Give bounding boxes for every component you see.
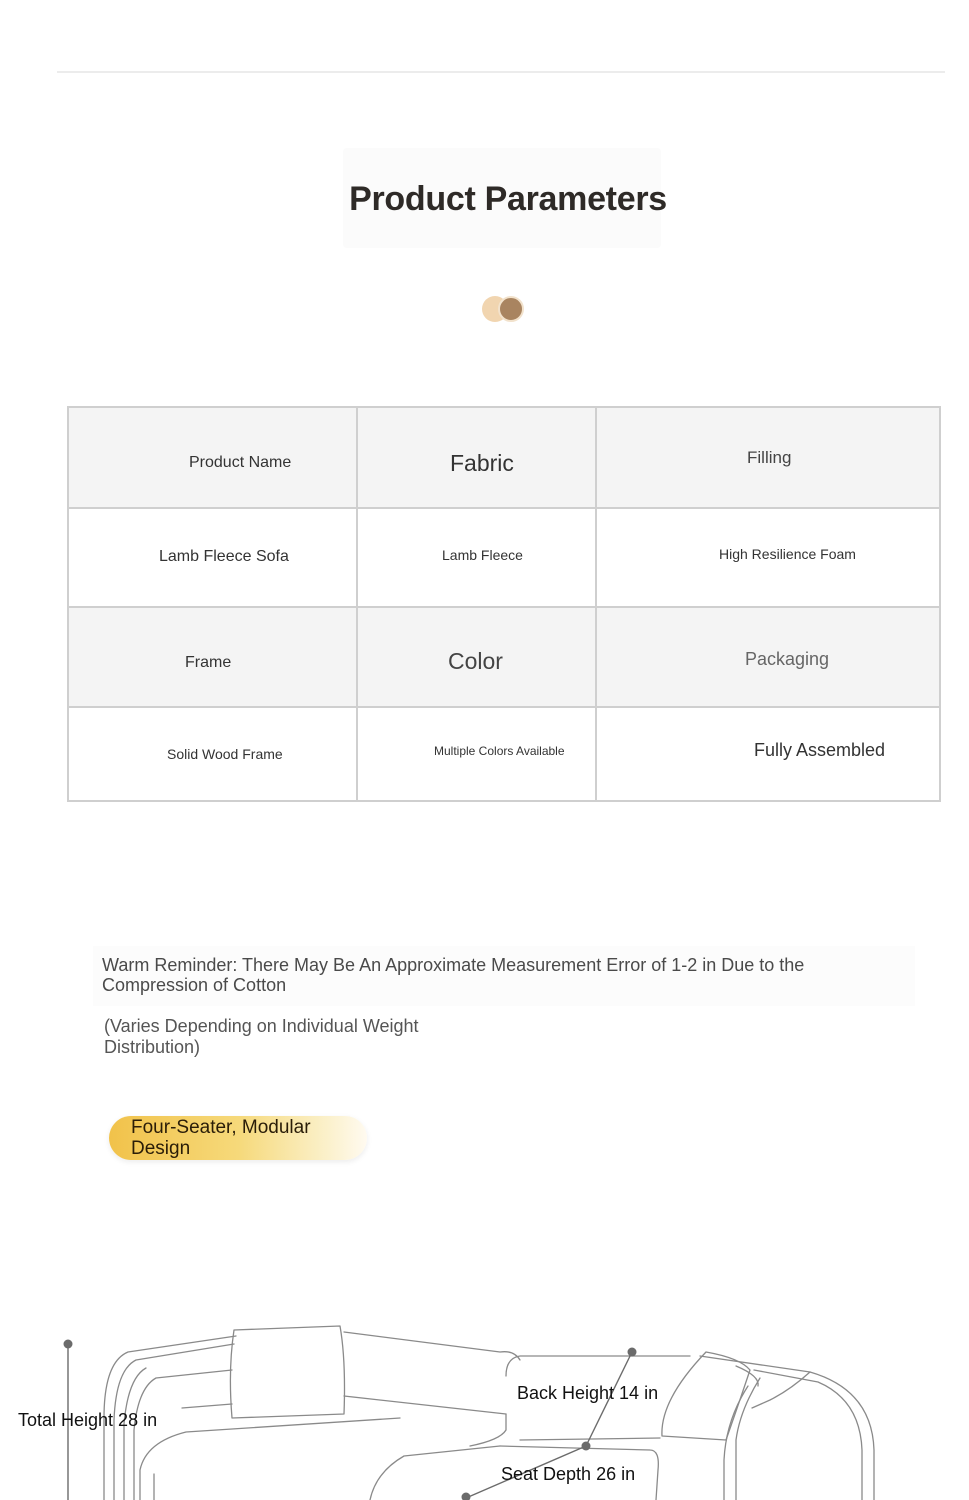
table-cell bbox=[69, 708, 358, 800]
parameters-table bbox=[67, 406, 941, 802]
page-title: Product Parameters bbox=[349, 180, 667, 218]
design-badge-label: Four-Seater, Modular Design bbox=[131, 1117, 311, 1159]
table-cell bbox=[597, 408, 939, 507]
value-filling: High Resilience Foam bbox=[719, 546, 856, 562]
value-packaging: Fully Assembled bbox=[754, 740, 886, 760]
table-cell bbox=[597, 708, 939, 800]
table-cell bbox=[358, 708, 597, 800]
table-cell bbox=[597, 509, 939, 606]
header-frame: Frame bbox=[185, 654, 232, 671]
measurement-reminder: Warm Reminder: There May Be An Approximate Measurement Error of 1-2 in Due to the Compression of Cotton bbox=[102, 955, 805, 995]
table-cell bbox=[358, 408, 597, 507]
weight-note: (Varies Depending on Individual Weight Distribution) bbox=[104, 1016, 419, 1057]
table-row bbox=[69, 509, 939, 608]
value-product-name: Lamb Fleece Sofa bbox=[159, 548, 289, 565]
header-product-name: Product Name bbox=[189, 454, 292, 471]
table-row bbox=[69, 608, 939, 708]
table-cell bbox=[69, 509, 358, 606]
seat-depth-label: Seat Depth 26 in bbox=[501, 1464, 636, 1484]
total-height-label: Total Height 28 in bbox=[18, 1410, 158, 1430]
value-color: Multiple Colors Available bbox=[434, 744, 565, 758]
sofa-line-drawing bbox=[0, 1300, 969, 1500]
header-filling: Filling bbox=[747, 448, 792, 467]
value-frame: Solid Wood Frame bbox=[167, 746, 283, 762]
back-height-label: Back Height 14 in bbox=[517, 1383, 659, 1403]
swatch-dark[interactable] bbox=[498, 296, 524, 322]
value-fabric: Lamb Fleece bbox=[442, 547, 523, 563]
header-fabric: Fabric bbox=[450, 450, 514, 476]
sofa-dimension-diagram bbox=[0, 1300, 969, 1500]
table-cell bbox=[69, 408, 358, 507]
table-row bbox=[69, 708, 939, 800]
table-cell bbox=[597, 608, 939, 706]
color-swatches bbox=[480, 296, 530, 324]
table-row bbox=[69, 408, 939, 509]
table-cell bbox=[358, 509, 597, 606]
header-color: Color bbox=[448, 648, 503, 674]
table-cell bbox=[358, 608, 597, 706]
top-divider bbox=[57, 71, 945, 73]
table-cell bbox=[69, 608, 358, 706]
header-packaging: Packaging bbox=[745, 649, 830, 669]
